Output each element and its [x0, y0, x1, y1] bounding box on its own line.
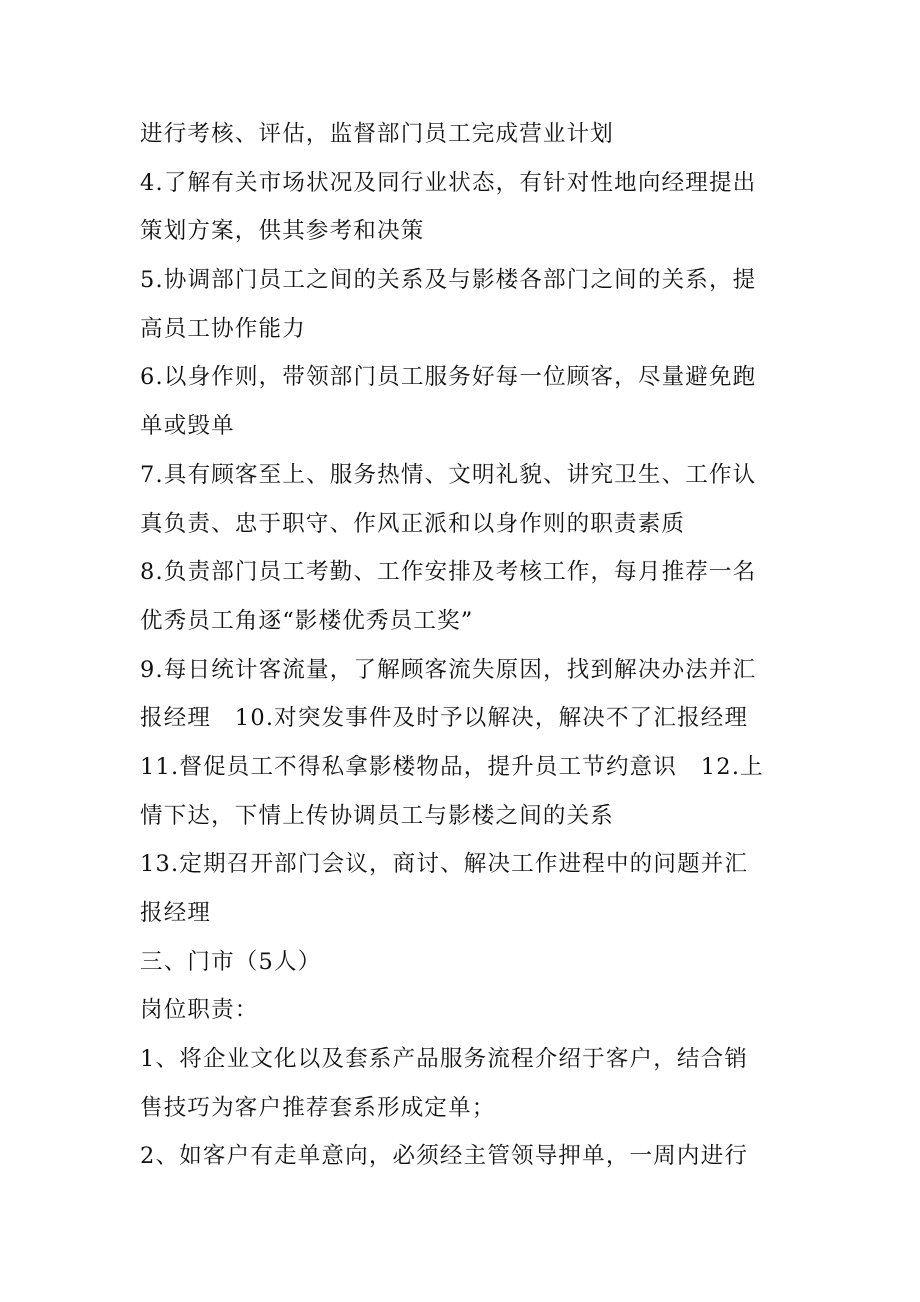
text-line: 进行考核、评估，监督部门员工完成营业计划 — [140, 121, 615, 147]
text-line: 7.具有顾客至上、服务热情、文明礼貌、讲究卫生、工作认 — [140, 461, 757, 488]
text-line: 8.负责部门员工考勤、工作安排及考核工作，每月推荐一名 — [140, 559, 757, 586]
text-line: 报经理 — [140, 900, 212, 926]
text-line: 单或毁单 — [140, 413, 235, 440]
text-line: 9.每日统计客流量，了解顾客流失原因，找到解决办法并汇 — [140, 656, 757, 683]
text-line: 5.协调部门员工之间的关系及与影楼各部门之间的关系，提 — [140, 267, 757, 294]
text-line: 13.定期召开部门会议，商讨、解决工作进程中的问题并汇 — [140, 851, 749, 878]
text-line: 策划方案，供其参考和决策 — [140, 218, 425, 245]
text-line: 2、如客户有走单意向，必须经主管领导押单，一周内进行 — [140, 1143, 749, 1170]
text-line: 11.督促员工不得私拿影楼物品，提升员工节约意识 12.上 — [140, 753, 764, 780]
text-line: 真负责、忠于职守、作风正派和以身作则的职责素质 — [140, 510, 686, 537]
text-line: 6.以身作则，带领部门员工服务好每一位顾客，尽量避免跑 — [140, 364, 757, 391]
text-line: 报经理 10.对突发事件及时予以解决，解决不了汇报经理 — [140, 705, 749, 732]
section-heading: 三、门市（5人） — [140, 948, 322, 975]
text-line: 1、将企业文化以及套系产品服务流程介绍于客户，结合销 — [140, 1046, 749, 1073]
text-line: 优秀员工角逐“影楼优秀员工奖” — [140, 607, 474, 634]
document-body — [140, 110, 785, 1181]
text-line: 高员工协作能力 — [140, 315, 306, 342]
subsection-heading: 岗位职责： — [140, 997, 259, 1024]
text-line: 售技巧为客户推荐套系形成定单； — [140, 1094, 496, 1121]
text-line: 4.了解有关市场状况及同行业状态，有针对性地向经理提出 — [140, 169, 757, 196]
text-line: 情下达，下情上传协调员工与影楼之间的关系 — [140, 802, 615, 829]
